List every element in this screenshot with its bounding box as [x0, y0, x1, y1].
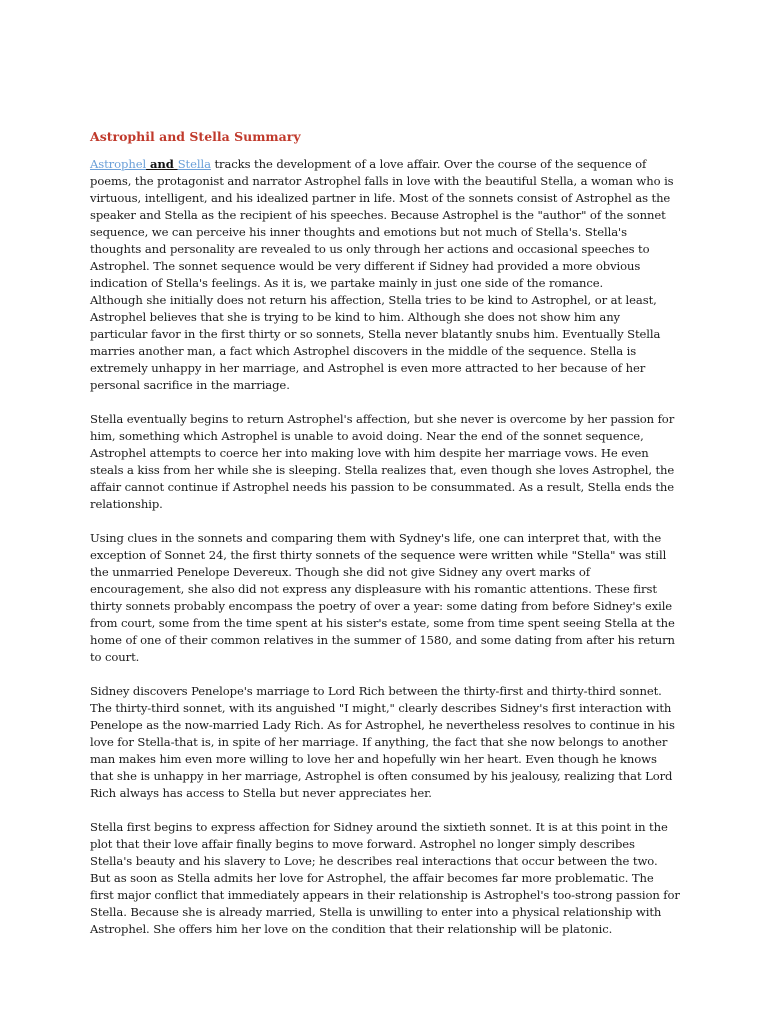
and-text: and: [146, 157, 178, 171]
intro-text: tracks the development of a love affair. Over the course of the sequence of poems, the protagonist and narrator Astrophel falls in love with the beautiful Stella, a woman who is virtuous, intelligent, and his idealized partner in life. Most of the sonnets consist of Astrophel as the speaker and Stella as the recipient of his speeches. Because Astrophel is the "author" of the sonnet sequence, we can perceive his inner thoughts and emotions but not much of Stella's. Stella's thoughts and personality are revealed to us only through her actions and occasional speeches to Astrophel. The sonnet sequence would be very different if Sidney had provided a more obvious indication of Stella's feelings. As it is, we partake mainly in just one side of the romance.: [90, 157, 674, 290]
paragraph-4: Sidney discovers Penelope's marriage to Lord Rich between the thirty-first and thirty-third sonnet. The thirty-third sonnet, with its anguished "I might," clearly describes Sidney's first interaction with Penelope as the now-married Lady Rich. As for Astrophel, he nevertheless resolves to continue in his love for Stella-that is, in spite of her marriage. If anything, the fact that she now belongs to another man makes him even more willing to love her and hopefully win her heart. Even though he knows that she is unhappy in her marriage, Astrophel is often consumed by his jealousy, realizing that Lord Rich always has access to Stella but never appreciates her.: [90, 684, 675, 800]
paragraph-2: Stella eventually begins to return Astrophel's affection, but she never is overcome by her passion for him, something which Astrophel is unable to avoid doing. Near the end of the sonnet sequence, Astrophel attempts to coerce her into making love with him despite her marriage vows. He even steals a kiss from her while she is sleeping. Stella realizes that, even though she loves Astrophel, the affair cannot continue if Astrophel needs his passion to be consummated. As a result, Stella ends the relationship.: [90, 412, 675, 511]
stella-link[interactable]: Stella: [177, 157, 211, 171]
astrophel-link[interactable]: Astrophel: [90, 157, 147, 171]
document-title: Astrophil and Stella Summary: [90, 129, 301, 144]
paragraph-3: Using clues in the sonnets and comparing them with Sydney's life, one can interpret that, with the exception of Sonnet 24, the first thirty sonnets of the sequence were written while "Stella" was still the unmarried Penelope Devereux. Though she did not give Sidney any overt marks of encouragement, she also did not express any displeasure with his romantic attentions. These first thirty sonnets probably encompass the poetry of over a year: some dating from before Sidney's exile from court, some from the time spent at his sister's estate, some from time spent seeing Stella at the home of one of their common relatives in the summer of 1580, and some dating from after his return to court.: [90, 531, 675, 664]
document-page: [90, 128, 680, 955]
paragraph-1: Although she initially does not return his affection, Stella tries to be kind to Astrophel, or at least, Astrophel believes that she is trying to be kind to him. Although she does not show him any particular favor in the first thirty or so sonnets, Stella never blatantly snubs him. Eventually Stella marries another man, a fact which Astrophel discovers in the middle of the sequence. Stella is extremely unhappy in her marriage, and Astrophel is even more attracted to her because of her personal sacrifice in the marriage.: [90, 293, 661, 392]
paragraph-5: Stella first begins to express affection for Sidney around the sixtieth sonnet. It is at this point in the plot that their love affair finally begins to move forward. Astrophel no longer simply describes Stella's beauty and his slavery to Love; he describes real interactions that occur between the two. But as soon as Stella admits her love for Astrophel, the affair becomes far more problematic. The first major conflict that immediately appears in their relationship is Astrophel's too-strong passion for Stella. Because she is already married, Stella is unwilling to enter into a physical relationship with Astrophel. She offers him her love on the condition that their relationship will be platonic.: [90, 820, 680, 936]
intro-paragraph: [90, 156, 680, 292]
